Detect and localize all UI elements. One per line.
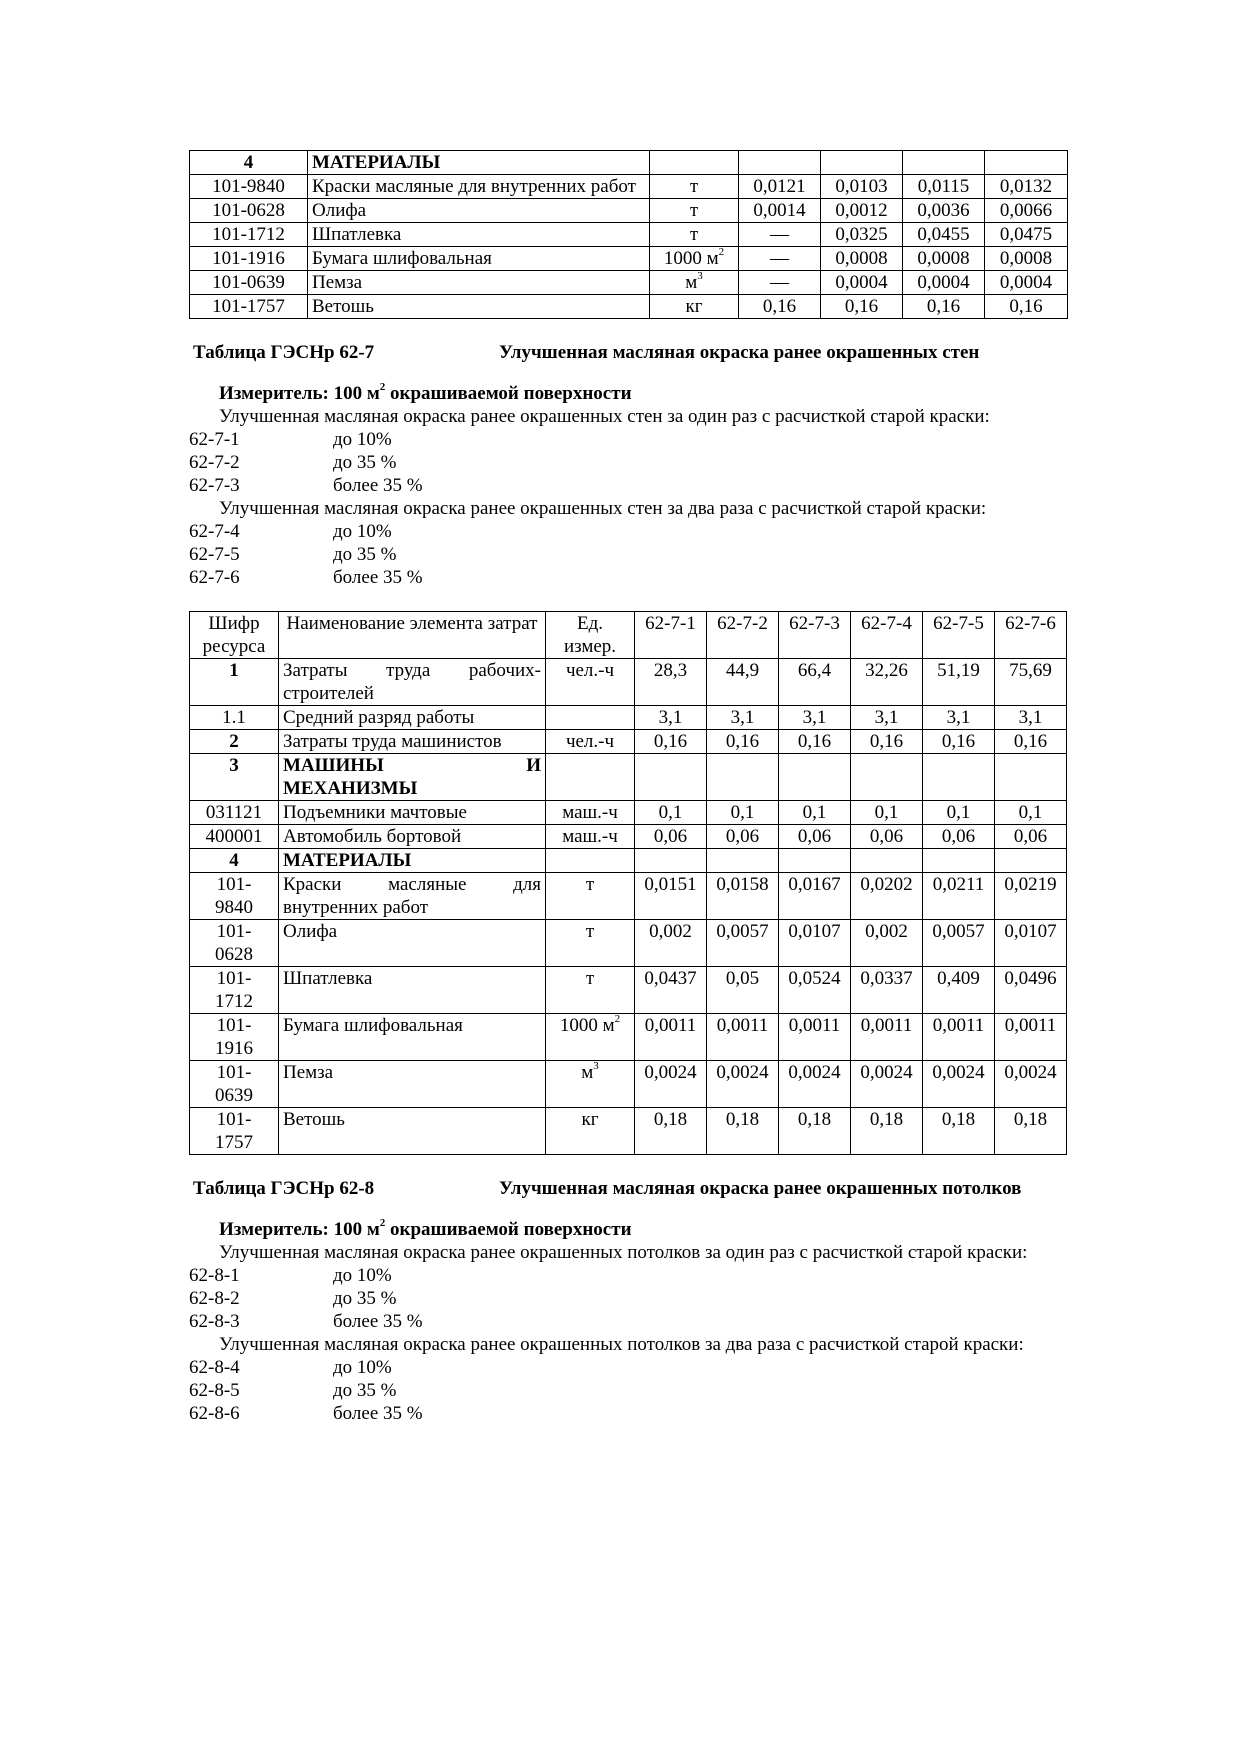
measure-line: Измеритель: 100 $м^2$ окрашиваемой поверхности — [219, 1216, 632, 1240]
resource-code: 101-1757 — [190, 295, 308, 319]
value-cell: 0,1 — [707, 801, 779, 825]
unit-cell: чел.-ч — [546, 659, 635, 706]
value-cell: 0,0475 — [985, 223, 1068, 247]
value-cell: 0,0024 — [923, 1061, 995, 1108]
code-list-item — [189, 566, 1067, 589]
item-text: до 10% — [333, 429, 392, 450]
code-list-item — [189, 520, 1067, 543]
code-list-item — [189, 1379, 1067, 1402]
table-row — [190, 706, 1067, 730]
value-cell: 3,1 — [779, 706, 851, 730]
resource-name: Подъемники мачтовые — [279, 801, 546, 825]
value-cell: 0,0057 — [923, 920, 995, 967]
value-cell: 0,0024 — [635, 1061, 707, 1108]
resource-code: 1 — [190, 659, 279, 706]
value-cell: 0,0012 — [821, 199, 903, 223]
resource-name: Ветошь — [308, 295, 650, 319]
description-paragraph: Улучшенная масляная окраска ранее окрашенных потолков за один раз с расчисткой старой краски: — [219, 1242, 1028, 1263]
resource-code: 101- 1757 — [190, 1108, 279, 1155]
resource-name: Бумага шлифовальная — [279, 1014, 546, 1061]
table-row — [190, 873, 1067, 920]
item-text: более 35 % — [333, 1403, 423, 1424]
description-paragraph: Улучшенная масляная окраска ранее окрашенных стен за один раз с расчисткой старой краски: — [219, 406, 990, 427]
item-text: до 35 % — [333, 452, 397, 473]
table-row — [190, 730, 1067, 754]
item-code: 62-7-6 — [189, 567, 240, 588]
unit-cell: 1000 $м^2$ — [546, 1014, 635, 1061]
item-text: более 35 % — [333, 1311, 423, 1332]
value-cell: 0,1 — [635, 801, 707, 825]
value-cell: 0,0024 — [995, 1061, 1067, 1108]
value-cell: 66,4 — [779, 659, 851, 706]
table-row — [190, 247, 1068, 271]
machines-group — [190, 754, 1067, 849]
item-text: до 10% — [333, 1265, 392, 1286]
value-cell: 0,1 — [923, 801, 995, 825]
item-text: более 35 % — [333, 475, 423, 496]
header-col: 62-7-5 — [923, 612, 995, 659]
value-cell: — — [739, 223, 821, 247]
item-text: до 35 % — [333, 544, 397, 565]
code-list-item — [189, 1310, 1067, 1333]
section-label: МАШИНЫ И МЕХАНИЗМЫ — [279, 754, 546, 801]
value-cell: 0,0008 — [821, 247, 903, 271]
value-cell: 0,0024 — [707, 1061, 779, 1108]
code-list-item — [189, 474, 1067, 497]
table-row — [190, 1108, 1067, 1155]
unit-cell: т — [650, 223, 739, 247]
table-code: Таблица ГЭСНр 62-7 — [193, 342, 375, 363]
code-list — [189, 1264, 1067, 1333]
value-cell: 0,05 — [707, 967, 779, 1014]
item-text: до 35 % — [333, 1288, 397, 1309]
value-cell: 0,18 — [635, 1108, 707, 1155]
resource-code: 101-0639 — [190, 271, 308, 295]
resource-name: Краски масляные для внутренних работ — [279, 873, 546, 920]
value-cell: 32,26 — [851, 659, 923, 706]
value-cell: 0,16 — [985, 295, 1068, 319]
resource-name: Шпатлевка — [308, 223, 650, 247]
table-name: Улучшенная масляная окраска ранее окрашенных стен — [499, 342, 980, 363]
value-cell: 0,0107 — [995, 920, 1067, 967]
item-code: 62-8-6 — [189, 1403, 240, 1424]
header-code: Шифр ресурса — [190, 612, 279, 659]
unit-cell — [546, 706, 635, 730]
header-col: 62-7-4 — [851, 612, 923, 659]
header-unit: Ед. измер. — [546, 612, 635, 659]
code-list — [189, 428, 1067, 497]
header-col: 62-7-6 — [995, 612, 1067, 659]
value-cell: 0,0132 — [985, 175, 1068, 199]
table-row — [190, 271, 1068, 295]
materials-group — [190, 849, 1067, 1155]
value-cell: 0,0008 — [985, 247, 1068, 271]
value-cell: 0,0011 — [779, 1014, 851, 1061]
section-number: 4 — [190, 151, 308, 175]
value-cell: 0,16 — [739, 295, 821, 319]
document-page — [189, 150, 1067, 1425]
value-cell: 0,0011 — [995, 1014, 1067, 1061]
value-cell: 0,06 — [923, 825, 995, 849]
resource-code: 101-9840 — [190, 175, 308, 199]
resource-code: 101- 0639 — [190, 1061, 279, 1108]
item-code: 62-7-1 — [189, 429, 240, 450]
value-cell: 0,16 — [995, 730, 1067, 754]
value-cell: 0,0437 — [635, 967, 707, 1014]
value-cell: 0,0011 — [851, 1014, 923, 1061]
value-cell: 0,18 — [995, 1108, 1067, 1155]
table-row — [190, 1061, 1067, 1108]
value-cell: 0,0325 — [821, 223, 903, 247]
value-cell: — — [739, 247, 821, 271]
table-section-row — [190, 849, 1067, 873]
table-heading-62-7 — [189, 341, 1067, 364]
value-cell: 0,0219 — [995, 873, 1067, 920]
description-paragraph: Улучшенная масляная окраска ранее окрашенных стен за два раза с расчисткой старой краски: — [219, 498, 987, 519]
unit-cell: т — [650, 199, 739, 223]
code-list-item — [189, 1356, 1067, 1379]
item-text: до 35 % — [333, 1380, 397, 1401]
resource-code: 101- 0628 — [190, 920, 279, 967]
resource-code: 101- 1712 — [190, 967, 279, 1014]
resource-name: Ветошь — [279, 1108, 546, 1155]
table-row — [190, 1014, 1067, 1061]
table-section-row — [190, 754, 1067, 801]
description-paragraph: Улучшенная масляная окраска ранее окрашенных потолков за два раза с расчисткой старой краски: — [219, 1334, 1024, 1355]
header-name: Наименование элемента затрат — [279, 612, 546, 659]
item-text: более 35 % — [333, 567, 423, 588]
value-cell: 0,0337 — [851, 967, 923, 1014]
value-cell: 3,1 — [635, 706, 707, 730]
resource-code: 101-1916 — [190, 247, 308, 271]
item-code: 62-8-4 — [189, 1357, 240, 1378]
item-code: 62-7-5 — [189, 544, 240, 565]
item-code: 62-8-5 — [189, 1380, 240, 1401]
section-number: 3 — [190, 754, 279, 801]
value-cell: 0,16 — [821, 295, 903, 319]
value-cell: 0,16 — [635, 730, 707, 754]
table-row — [190, 920, 1067, 967]
value-cell: 0,0057 — [707, 920, 779, 967]
unit-cell: $м^3$ — [650, 271, 739, 295]
value-cell: 0,18 — [779, 1108, 851, 1155]
value-cell: 0,0004 — [903, 271, 985, 295]
code-list-item — [189, 1402, 1067, 1425]
resource-name: Шпатлевка — [279, 967, 546, 1014]
value-cell: 0,409 — [923, 967, 995, 1014]
item-text: до 10% — [333, 521, 392, 542]
item-code: 62-7-2 — [189, 452, 240, 473]
value-cell: 0,002 — [635, 920, 707, 967]
unit-cell: маш.-ч — [546, 801, 635, 825]
value-cell: 3,1 — [707, 706, 779, 730]
value-cell: 0,18 — [707, 1108, 779, 1155]
resource-code: 101- 1916 — [190, 1014, 279, 1061]
value-cell: 0,0011 — [923, 1014, 995, 1061]
value-cell: 51,19 — [923, 659, 995, 706]
item-code: 62-8-3 — [189, 1311, 240, 1332]
code-list — [189, 520, 1067, 589]
unit-cell: кг — [650, 295, 739, 319]
value-cell: 75,69 — [995, 659, 1067, 706]
unit-cell: 1000 $м^2$ — [650, 247, 739, 271]
table-row — [190, 175, 1068, 199]
value-cell: 0,0455 — [903, 223, 985, 247]
item-text: до 10% — [333, 1357, 392, 1378]
resource-name: Пемза — [308, 271, 650, 295]
unit-cell: т — [546, 967, 635, 1014]
resource-name: Олифа — [308, 199, 650, 223]
value-cell: 0,06 — [707, 825, 779, 849]
value-cell: 0,002 — [851, 920, 923, 967]
table-name: Улучшенная масляная окраска ранее окрашенных потолков — [499, 1178, 1022, 1199]
code-list-item — [189, 1287, 1067, 1310]
value-cell: 0,0211 — [923, 873, 995, 920]
code-list-item — [189, 428, 1067, 451]
resource-code: 031121 — [190, 801, 279, 825]
table-heading-62-8 — [189, 1177, 1067, 1200]
table1-body — [190, 151, 1068, 319]
table-row — [190, 801, 1067, 825]
value-cell: 0,0496 — [995, 967, 1067, 1014]
value-cell: 44,9 — [707, 659, 779, 706]
unit-cell: маш.-ч — [546, 825, 635, 849]
resource-code: 1.1 — [190, 706, 279, 730]
value-cell: 28,3 — [635, 659, 707, 706]
value-cell: 0,0024 — [851, 1061, 923, 1108]
table-row — [190, 199, 1068, 223]
value-cell: 0,06 — [635, 825, 707, 849]
code-list-item — [189, 451, 1067, 474]
value-cell: 0,0167 — [779, 873, 851, 920]
table-row — [190, 967, 1067, 1014]
value-cell: 0,0014 — [739, 199, 821, 223]
value-cell: 0,16 — [903, 295, 985, 319]
materials-table-continued — [189, 150, 1068, 319]
resource-table-62-7 — [189, 611, 1067, 1155]
table-row — [190, 659, 1067, 706]
value-cell: 0,0121 — [739, 175, 821, 199]
table-header-row — [190, 612, 1067, 659]
resource-name: Краски масляные для внутренних работ — [308, 175, 650, 199]
value-cell: 3,1 — [923, 706, 995, 730]
resource-name: Пемза — [279, 1061, 546, 1108]
section-number: 4 — [190, 849, 279, 873]
resource-name: Олифа — [279, 920, 546, 967]
code-list-item — [189, 543, 1067, 566]
value-cell: 0,0024 — [779, 1061, 851, 1108]
unit-cell: $м^3$ — [546, 1061, 635, 1108]
table-section-row — [190, 151, 1068, 175]
table-code: Таблица ГЭСНр 62-8 — [193, 1178, 375, 1199]
value-cell: 0,0011 — [707, 1014, 779, 1061]
unit-cell: кг — [546, 1108, 635, 1155]
resource-code: 400001 — [190, 825, 279, 849]
value-cell: 0,16 — [923, 730, 995, 754]
header-col: 62-7-2 — [707, 612, 779, 659]
value-cell: 0,0115 — [903, 175, 985, 199]
value-cell: 0,0011 — [635, 1014, 707, 1061]
section-label: МАТЕРИАЛЫ — [308, 151, 650, 175]
value-cell: 3,1 — [851, 706, 923, 730]
resource-name: Бумага шлифовальная — [308, 247, 650, 271]
table-row — [190, 295, 1068, 319]
code-list — [189, 1356, 1067, 1425]
unit-cell: чел.-ч — [546, 730, 635, 754]
value-cell: 0,0158 — [707, 873, 779, 920]
value-cell: 0,0066 — [985, 199, 1068, 223]
value-cell: 0,0107 — [779, 920, 851, 967]
value-cell: 0,18 — [851, 1108, 923, 1155]
value-cell: 0,06 — [851, 825, 923, 849]
value-cell: 0,0103 — [821, 175, 903, 199]
unit-cell: т — [650, 175, 739, 199]
value-cell: 0,06 — [779, 825, 851, 849]
value-cell: 0,0202 — [851, 873, 923, 920]
value-cell: 3,1 — [995, 706, 1067, 730]
code-list-item — [189, 1264, 1067, 1287]
table-row — [190, 223, 1068, 247]
value-cell: 0,0008 — [903, 247, 985, 271]
header-col: 62-7-1 — [635, 612, 707, 659]
labor-group — [190, 659, 1067, 754]
resource-name: Затраты труда машинистов — [279, 730, 546, 754]
section-label: МАТЕРИАЛЫ — [279, 849, 546, 873]
value-cell: 0,0004 — [821, 271, 903, 295]
item-code: 62-8-2 — [189, 1288, 240, 1309]
value-cell: 0,16 — [779, 730, 851, 754]
resource-name: Затраты труда рабочих-строителей — [279, 659, 546, 706]
value-cell: 0,16 — [851, 730, 923, 754]
value-cell: 0,18 — [923, 1108, 995, 1155]
value-cell: 0,16 — [707, 730, 779, 754]
value-cell: 0,0004 — [985, 271, 1068, 295]
table-row — [190, 825, 1067, 849]
resource-code: 101-0628 — [190, 199, 308, 223]
resource-code: 2 — [190, 730, 279, 754]
resource-code: 101- 9840 — [190, 873, 279, 920]
item-code: 62-8-1 — [189, 1265, 240, 1286]
value-cell: 0,0036 — [903, 199, 985, 223]
value-cell: 0,06 — [995, 825, 1067, 849]
unit-cell: т — [546, 873, 635, 920]
value-cell: 0,1 — [995, 801, 1067, 825]
value-cell: 0,0151 — [635, 873, 707, 920]
resource-name: Средний разряд работы — [279, 706, 546, 730]
value-cell: — — [739, 271, 821, 295]
resource-code: 101-1712 — [190, 223, 308, 247]
value-cell: 0,0524 — [779, 967, 851, 1014]
value-cell: 0,1 — [851, 801, 923, 825]
unit-cell: т — [546, 920, 635, 967]
item-code: 62-7-3 — [189, 475, 240, 496]
value-cell: 0,1 — [779, 801, 851, 825]
measure-line: Измеритель: 100 $м^2$ окрашиваемой поверхности — [219, 380, 632, 404]
resource-name: Автомобиль бортовой — [279, 825, 546, 849]
item-code: 62-7-4 — [189, 521, 240, 542]
header-col: 62-7-3 — [779, 612, 851, 659]
